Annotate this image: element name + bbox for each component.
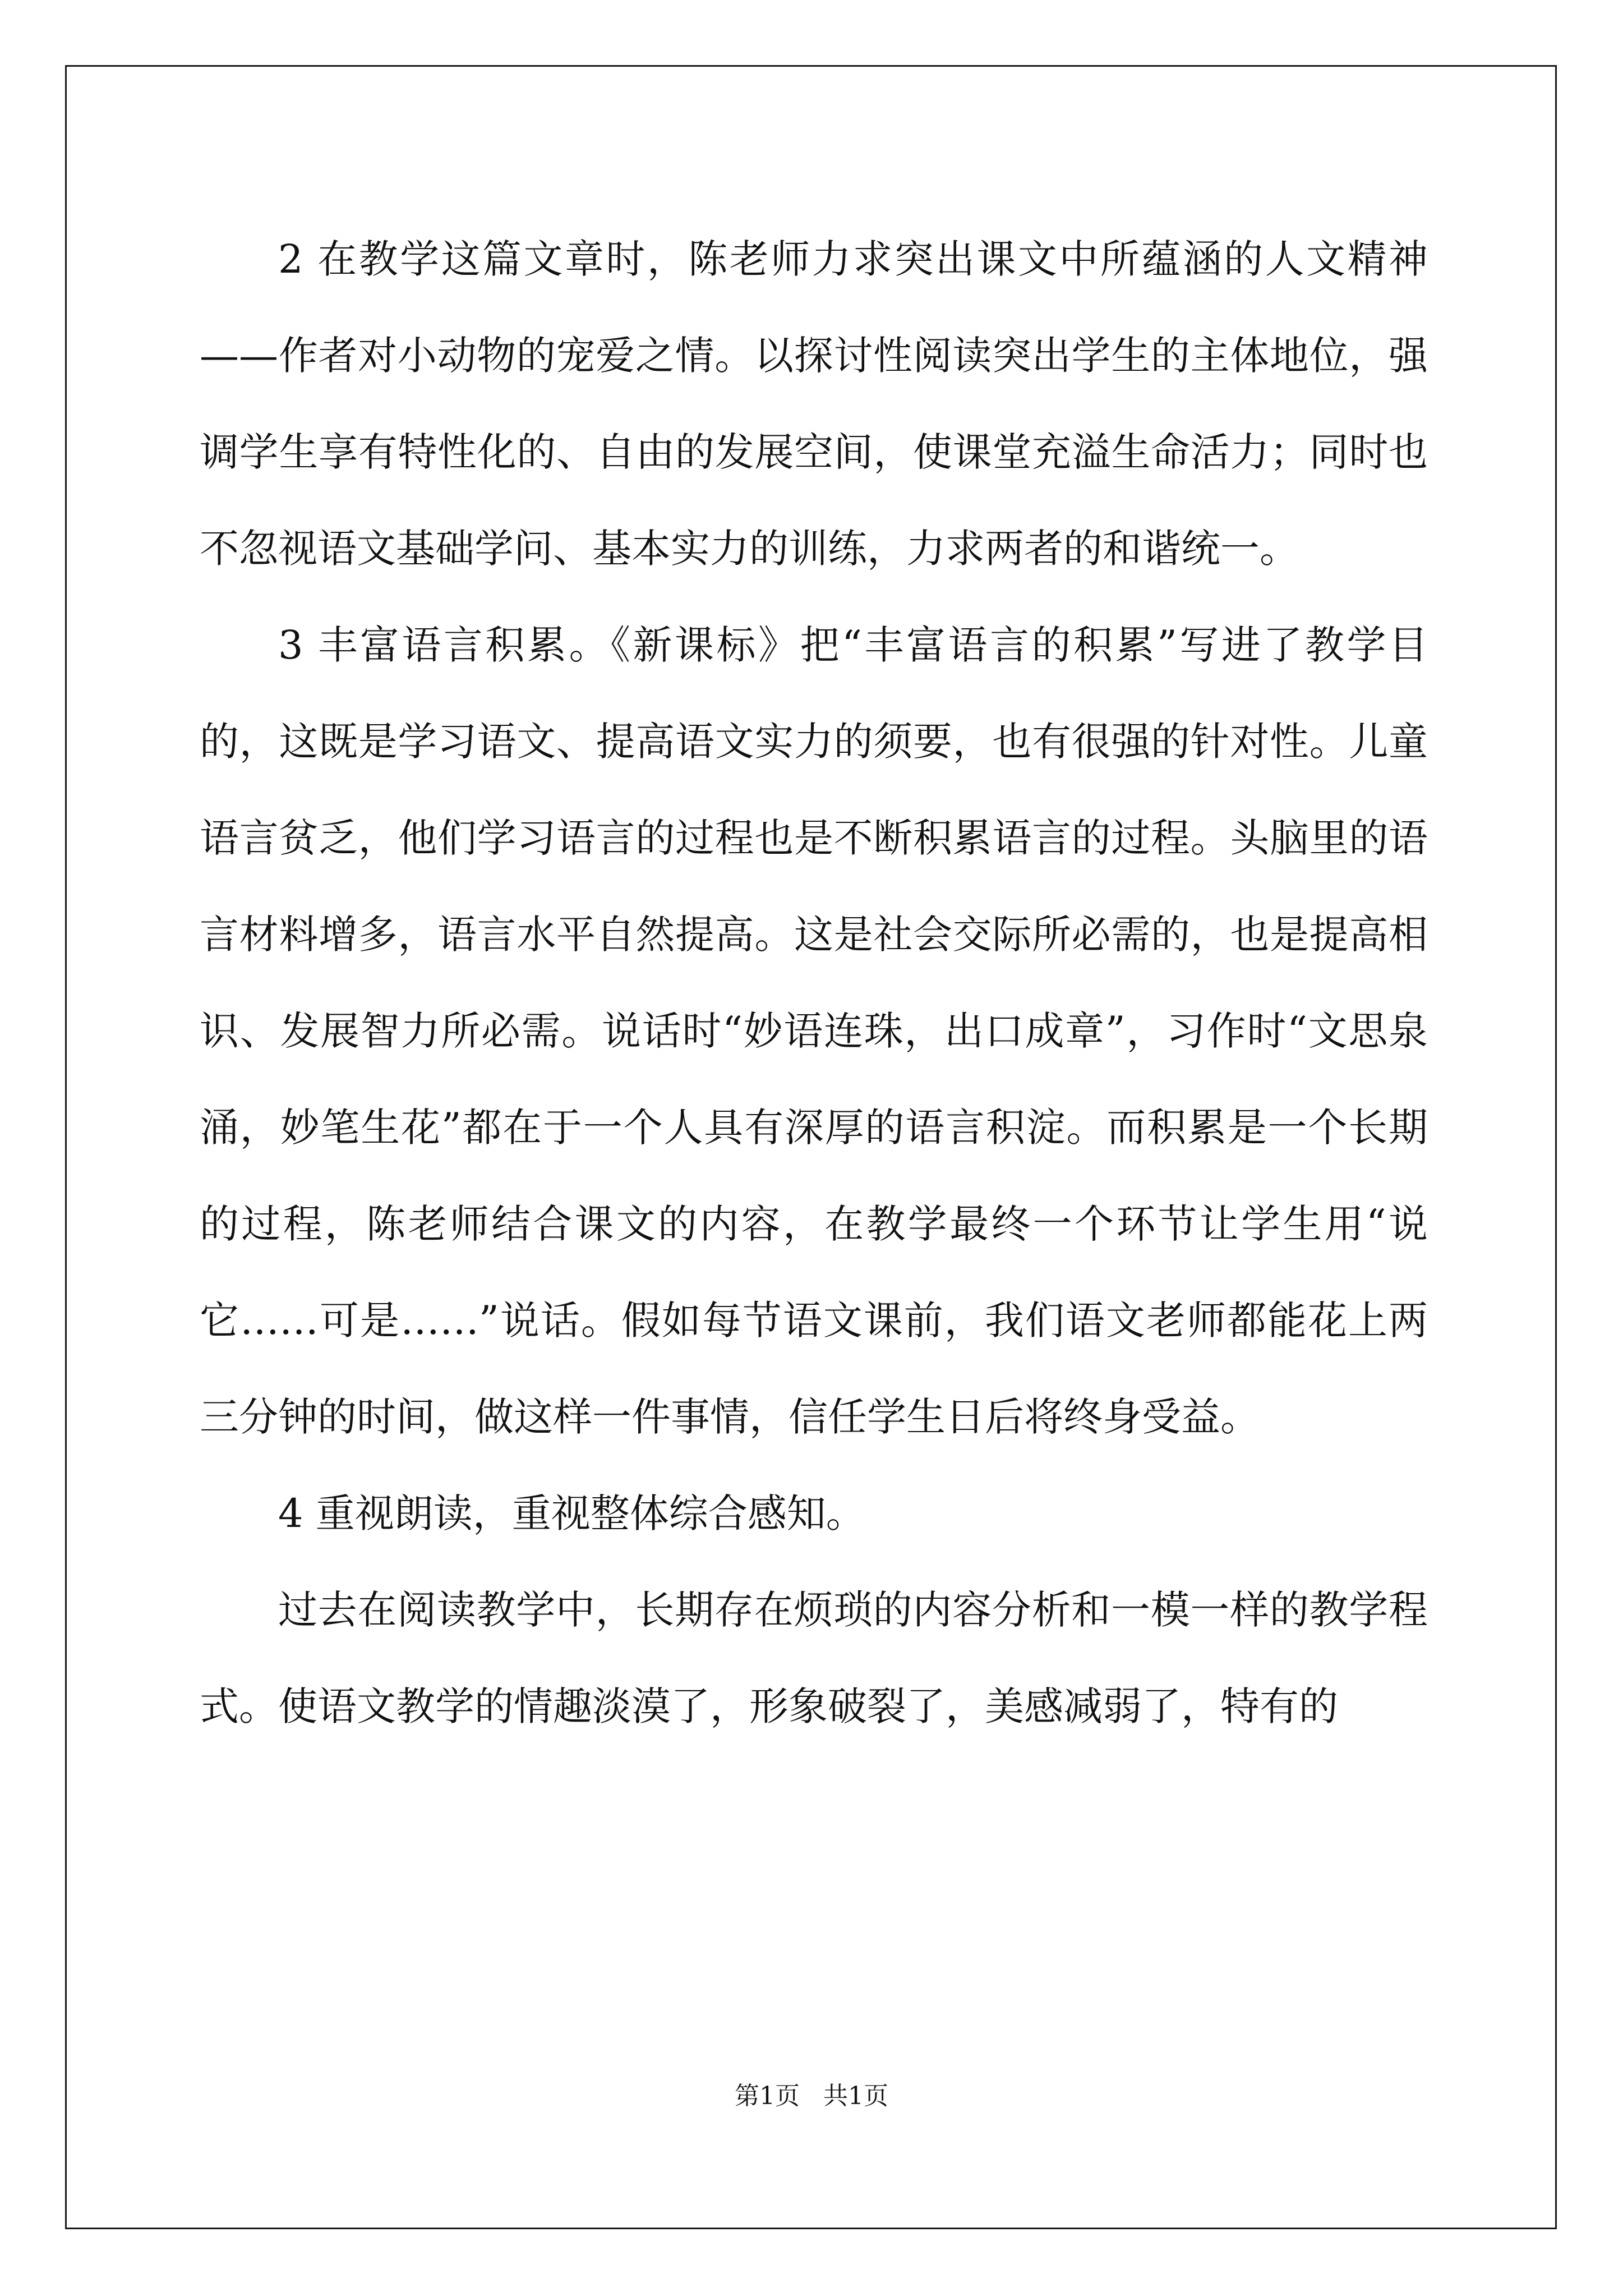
document-body <box>200 211 1428 1755</box>
paragraph-2: 2 在教学这篇文章时，陈老师力求突出课文中所蕴涵的人文精神——作者对小动物的宠爱之情。以探讨性阅读突出学生的主体地位，强调学生享有特性化的、自由的发展空间，使课堂充溢生命活力；同时也不忽视语文基础学问、基本实力的训练，力求两者的和谐统一。 <box>200 236 1428 572</box>
paragraph-4: 4 重视朗读，重视整体综合感知。 <box>278 1490 865 1536</box>
page-footer: 第1页 共1页 <box>735 2082 888 2110</box>
paragraph-3: 3 丰富语言积累。《新课标》把“丰富语言的积累”写进了教学目的，这既是学习语文、提高语文实力的须要，也有很强的针对性。儿童语言贫乏，他们学习语言的过程也是不断积累语言的过程。头脑里的语言材料增多，语言水平自然提高。这是社会交际所必需的，也是提高相识、发展智力所必需。说话时“妙语连珠，出口成章”，习作时“文思泉涌，妙笔生花”都在于一个人具有深厚的语言积淀。而积累是一个长期的过程，陈老师结合课文的内容，在教学最终一个环节让学生用“说它……可是……”说话。假如每节语文课前，我们语文老师都能花上两三分钟的时间，做这样一件事情，信任学生日后将终身受益。 <box>200 622 1428 1440</box>
paragraph-5: 过去在阅读教学中，长期存在烦琐的内容分析和一模一样的教学程式。使语文教学的情趣淡漠了，形象破裂了，美感减弱了，特有的 <box>200 1587 1428 1729</box>
